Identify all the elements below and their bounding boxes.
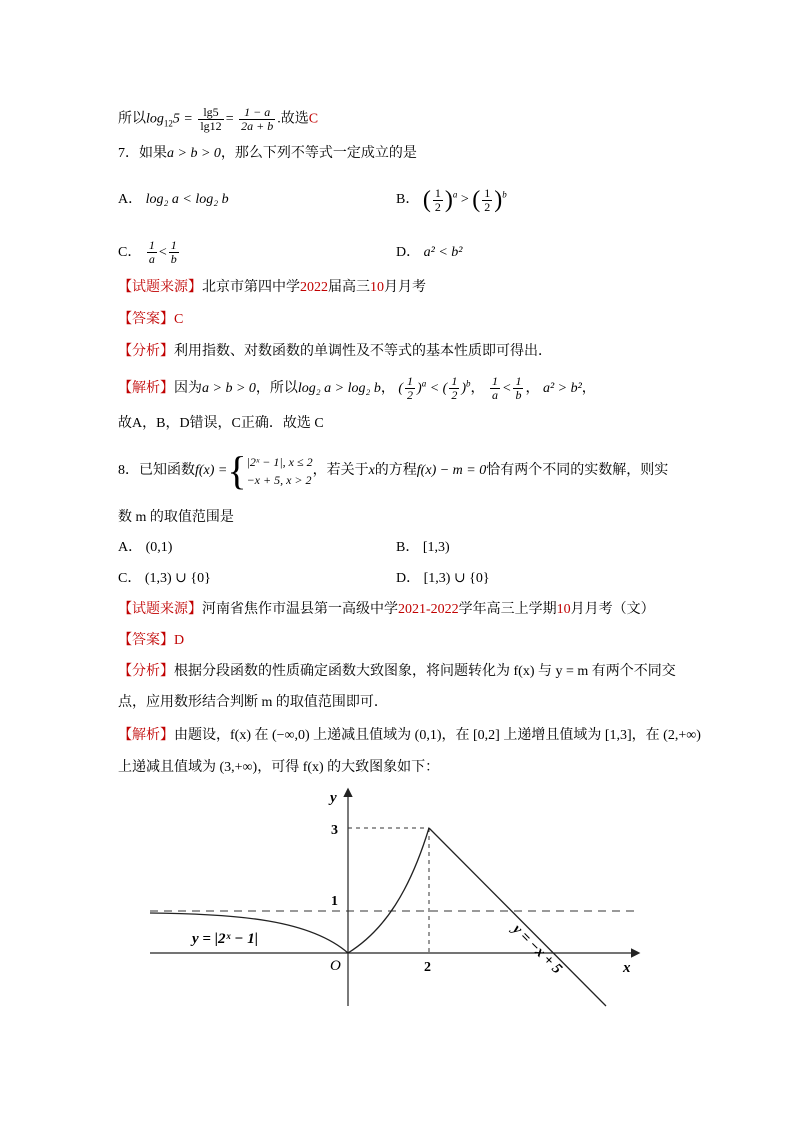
option-text: (1,3) ∪ {0} bbox=[144, 571, 211, 586]
frac-num: 1 bbox=[170, 238, 177, 253]
fraction-1b bbox=[513, 375, 523, 402]
frac-den: a bbox=[148, 252, 155, 267]
q8-option-b bbox=[396, 538, 450, 558]
option-text: log₂ a < log₂ b bbox=[145, 192, 229, 207]
analysis-tag: 【分析】 bbox=[118, 664, 174, 679]
frac-den: 2 bbox=[451, 388, 458, 403]
function-graph bbox=[140, 780, 650, 1015]
text-suffix: .故选 bbox=[277, 111, 309, 127]
paren: ( bbox=[472, 187, 481, 213]
option-text: [1,3) ∪ {0} bbox=[423, 571, 490, 586]
source-text: 月月考（文） bbox=[570, 602, 655, 617]
q7-answer bbox=[118, 310, 183, 330]
solution-math: a² > b² bbox=[542, 381, 582, 396]
paren: ( bbox=[422, 187, 431, 213]
origin-label: O bbox=[330, 958, 341, 974]
fraction-1a bbox=[490, 375, 500, 402]
analysis-text: 点，应用数形结合判断 m 的取值范围即可． bbox=[118, 695, 388, 710]
q8-solution bbox=[118, 726, 701, 746]
option-text: a² < b² bbox=[423, 245, 463, 260]
function-name: f(x) = bbox=[195, 463, 228, 478]
solution-text: ， bbox=[525, 381, 540, 396]
option-label: B． bbox=[396, 540, 420, 555]
analysis-text: 根据分段函数的性质确定函数大致图象，将问题转化为 f(x) 与 y = m 有两个不同交 bbox=[174, 664, 676, 679]
solution-tag: 【解析】 bbox=[118, 728, 174, 743]
frac-num: 1 bbox=[407, 374, 414, 389]
fraction-half bbox=[482, 187, 492, 214]
source-text: 河南省焦作市温县第一高级中学 bbox=[202, 602, 398, 617]
option-label: B． bbox=[396, 192, 420, 208]
analysis-tag: 【分析】 bbox=[118, 344, 174, 359]
solution-text: 因为 bbox=[174, 381, 202, 396]
exp-compare: ( $\frac{1}{2}$ )$^a$ < ( $\frac{1}{2}$ )$^b$ bbox=[398, 374, 471, 403]
option-label: D． bbox=[396, 571, 421, 586]
q8-analysis-line2 bbox=[118, 693, 388, 713]
solution-text: ， bbox=[380, 381, 395, 396]
frac-den: 2 bbox=[407, 388, 414, 403]
tick-y1: 1 bbox=[331, 894, 338, 909]
source-text: 月月考 bbox=[384, 280, 426, 295]
frac-num: 1 bbox=[515, 374, 522, 389]
source-text: 学年高三上学期 bbox=[458, 602, 557, 617]
relation: < bbox=[158, 245, 167, 260]
answer-letter: C bbox=[174, 312, 184, 327]
curve2-label: y = −x + 5 bbox=[509, 921, 565, 978]
stem-text: 恰有两个不同的实数解，则实 bbox=[486, 463, 669, 478]
source-year: 2022 bbox=[300, 280, 328, 295]
frac-num: 1 bbox=[484, 185, 491, 200]
analysis-text: 利用指数、对数函数的单调性及不等式的基本性质即可得出． bbox=[174, 344, 552, 359]
solution-text: ， bbox=[581, 381, 596, 396]
q8-answer bbox=[118, 631, 184, 651]
exp-a: a bbox=[452, 189, 458, 200]
solution-math: a > b > 0 bbox=[202, 381, 256, 396]
tick-x2: 2 bbox=[424, 960, 431, 975]
fraction-half bbox=[405, 375, 415, 402]
solution-text: ， bbox=[470, 381, 485, 396]
frac-den: 2 bbox=[434, 199, 441, 214]
stem-equation: f(x) − m = 0 bbox=[416, 463, 487, 478]
log-symbol: log bbox=[146, 111, 164, 127]
frac-num: 1 bbox=[148, 238, 155, 253]
frac-den: b bbox=[515, 388, 522, 403]
source-year: 2021-2022 bbox=[398, 602, 459, 617]
source-text: 届高三 bbox=[328, 280, 370, 295]
answer-tag: 【答案】 bbox=[118, 633, 174, 648]
piecewise bbox=[247, 453, 313, 489]
option-label: A． bbox=[118, 540, 143, 555]
source-tag: 【试题来源】 bbox=[118, 602, 202, 617]
exp-b: b bbox=[502, 189, 507, 200]
solution-text: ，所以 bbox=[255, 381, 298, 396]
q7-option-d bbox=[396, 243, 462, 263]
q7-option-b bbox=[396, 180, 507, 220]
frac-den: 2 bbox=[484, 199, 491, 214]
curve1-label: y = |2ˣ − 1| bbox=[192, 931, 258, 947]
q7-source bbox=[118, 278, 426, 298]
stem-text: 8．已知函数 bbox=[118, 463, 195, 478]
fraction-1b bbox=[169, 239, 179, 266]
frac-den: b bbox=[170, 252, 177, 267]
conclusion-text: 故A，B，D错误，C正确．故选 C bbox=[118, 416, 324, 431]
recip-compare: $\frac{1}{a}$ < $\frac{1}{b}$ bbox=[492, 374, 522, 403]
q8-option-c bbox=[118, 569, 211, 589]
q7-solution bbox=[118, 372, 596, 406]
option-label: C． bbox=[118, 245, 142, 260]
answer-letter: C bbox=[308, 111, 319, 127]
solution-text: 由题设，f(x) 在 (−∞,0) 上递减且值域为 (0,1)，在 [0,2] 上递增且值域为 [1,3]，在 (2,+∞) bbox=[174, 728, 701, 743]
answer-letter: D bbox=[174, 633, 185, 648]
line-right-branch bbox=[429, 828, 606, 1006]
stem-var: x bbox=[368, 463, 375, 478]
q7-conclusion bbox=[118, 414, 324, 434]
stem-text: ，那么下列不等式一定成立的是 bbox=[220, 146, 417, 161]
text-prefix: 所以 bbox=[118, 111, 146, 127]
frac-den: lg12 bbox=[200, 119, 222, 133]
brace: { bbox=[227, 447, 247, 493]
previous-solution-line bbox=[118, 106, 318, 133]
stem-text: 数 m 的取值范围是 bbox=[118, 510, 234, 525]
solution-math: log₂ a > log₂ b bbox=[297, 381, 381, 396]
q8-option-a bbox=[118, 538, 172, 558]
stem-text: 7．如果 bbox=[118, 146, 167, 161]
frac-den: a bbox=[492, 388, 498, 403]
q8-analysis bbox=[118, 662, 676, 682]
x-axis-label: x bbox=[623, 960, 631, 976]
frac-den: 2a + b bbox=[241, 119, 274, 133]
frac-num: 1 bbox=[434, 185, 441, 200]
option-text: (0,1) bbox=[145, 540, 173, 555]
q7-option-a bbox=[118, 190, 229, 210]
solution-tag: 【解析】 bbox=[118, 381, 174, 396]
answer-tag: 【答案】 bbox=[118, 312, 174, 327]
frac-num: 1 bbox=[451, 374, 458, 389]
q8-solution-line2 bbox=[118, 758, 439, 778]
paren: ) bbox=[494, 187, 503, 213]
q8-stem-line2 bbox=[118, 508, 234, 528]
q8-source bbox=[118, 600, 655, 620]
frac-num: 1 bbox=[492, 374, 498, 389]
log-base: 12 bbox=[163, 118, 173, 129]
q8-stem bbox=[118, 446, 668, 496]
relation: > bbox=[460, 192, 469, 208]
fraction-1a bbox=[147, 239, 157, 266]
frac-num: 1 − a bbox=[239, 106, 275, 120]
y-axis-label: y bbox=[330, 790, 337, 806]
equals: = bbox=[225, 111, 234, 127]
fraction-half bbox=[433, 187, 443, 214]
fraction-lg bbox=[198, 106, 223, 133]
curve-middle-branch bbox=[348, 828, 429, 953]
tick-y3: 3 bbox=[331, 823, 338, 838]
option-label: D． bbox=[396, 245, 421, 260]
source-text: 北京市第四中学 bbox=[202, 280, 300, 295]
q7-stem bbox=[118, 144, 417, 164]
source-tag: 【试题来源】 bbox=[118, 280, 202, 295]
q8-option-d bbox=[396, 569, 490, 589]
option-text: [1,3) bbox=[422, 540, 450, 555]
frac-num: lg5 bbox=[198, 106, 223, 120]
q7-analysis bbox=[118, 342, 552, 362]
paren: ) bbox=[444, 187, 453, 213]
option-label: C． bbox=[118, 571, 142, 586]
piece-1: |2ˣ − 1|, x ≤ 2 bbox=[246, 454, 313, 469]
option-label: A． bbox=[118, 192, 143, 207]
log-arg: 5 = bbox=[172, 111, 193, 127]
solution-text: 上递减且值域为 (3,+∞)，可得 f(x) 的大致图象如下： bbox=[118, 760, 440, 775]
stem-condition: a > b > 0 bbox=[167, 146, 221, 161]
fraction-half bbox=[449, 375, 459, 402]
source-month: 10 bbox=[556, 602, 571, 617]
fraction-ab bbox=[239, 106, 275, 133]
stem-text: ，若关于 bbox=[312, 463, 369, 478]
piece-2: −x + 5, x > 2 bbox=[246, 472, 312, 487]
q7-option-c bbox=[118, 238, 181, 268]
source-month: 10 bbox=[370, 280, 384, 295]
stem-text: 的方程 bbox=[374, 463, 417, 478]
